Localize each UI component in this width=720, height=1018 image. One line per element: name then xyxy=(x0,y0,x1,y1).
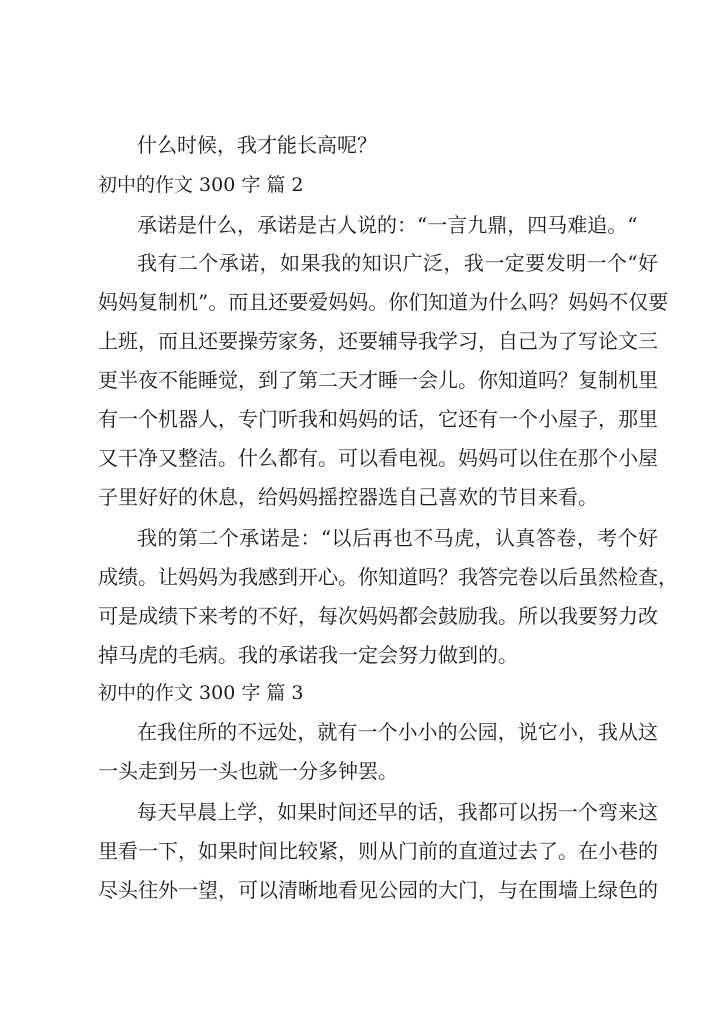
paragraph-line: 在我住所的不远处，就有一个小小的公园，说它小，我从这 xyxy=(137,720,658,744)
paragraph-line: 每天早晨上学，如果时间还早的话，我都可以拐一个弯来这 xyxy=(137,800,658,824)
paragraph-line: 掉马虎的毛病。我的承诺我一定会努力做到的。 xyxy=(98,643,518,667)
paragraph-line: 我有二个承诺，如果我的知识广泛，我一定要发明一个“好 xyxy=(137,251,658,275)
paragraph-line: 尽头往外一望，可以清晰地看见公园的大门，与在围墙上绿色的 xyxy=(98,878,658,902)
paragraph-line: 里看一下，如果时间比较紧，则从门前的直道过去了。在小巷的 xyxy=(98,839,658,863)
paragraph-line: 成绩。让妈妈为我感到开心。你知道吗？我答完卷以后虽然检查， xyxy=(98,565,678,589)
paragraph-line: 可是成绩下来考的不好，每次妈妈都会鼓励我。所以我要努力改 xyxy=(98,604,658,628)
paragraph-line: 承诺是什么，承诺是古人说的：“一言九鼎，四马难追。“ xyxy=(137,213,638,237)
paragraph-line: 什么时候，我才能长高呢？ xyxy=(137,133,377,157)
paragraph-line: 更半夜不能睡觉，到了第二天才睡一会儿。你知道吗？复制机里 xyxy=(98,368,658,392)
paragraph-line: 又干净又整洁。什么都有。可以看电视。妈妈可以住在那个小屋 xyxy=(98,446,658,470)
section-heading: 初中的作文 300 字 篇 3 xyxy=(98,682,304,704)
paragraph-line: 妈妈复制机”。而且还要爱妈妈。你们知道为什么吗？妈妈不仅要 xyxy=(98,290,669,314)
paragraph-line: 一头走到另一头也就一分多钟罢。 xyxy=(98,759,398,783)
section-heading: 初中的作文 300 字 篇 2 xyxy=(98,174,304,196)
paragraph-line: 上班，而且还要操劳家务，还要辅导我学习，自己为了写论文三 xyxy=(98,329,658,353)
paragraph-line: 有一个机器人，专门听我和妈妈的话，它还有一个小屋子，那里 xyxy=(98,407,658,431)
paragraph-line: 子里好好的休息，给妈妈摇控器选自己喜欢的节目来看。 xyxy=(98,485,598,509)
paragraph-line: 我的第二个承诺是：“以后再也不马虎，认真答卷，考个好 xyxy=(137,526,658,550)
